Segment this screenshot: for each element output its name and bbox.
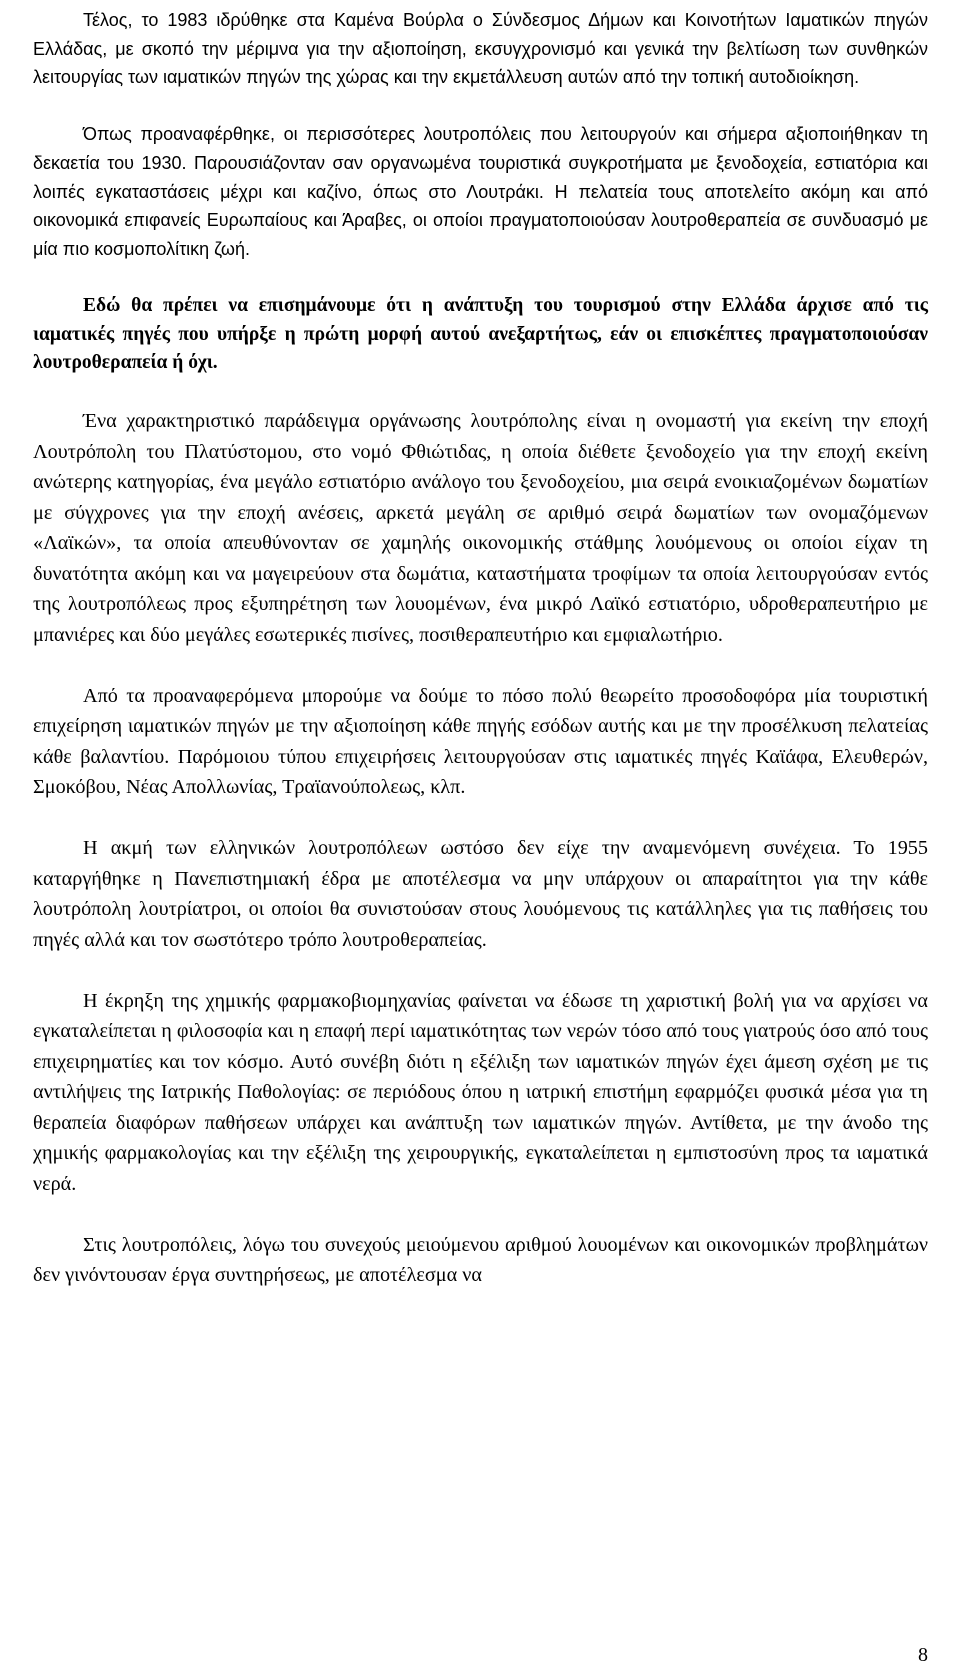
paragraph-7: Η έκρηξη της χημικής φαρμακοβιομηχανίας φαίνεται να έδωσε τη χαριστική βολή για να αρχίσει να εγκαταλείπεται η φιλοσοφία και η επαφή περί ιαματικότητας των νερών τόσο από τους γιατρούς όσο από τους επιχειρηματίες και τον κόσμο. Αυτό συνέβη διότι η εξέλιξη των ιαματικών πηγών έχει άμεση σχέση με τις αντιλήψεις της Ιατρικής Παθολογίας: σε περιόδους όπου η ιατρική επιστήμη εφαρμόζει φυσικά μέσα για τη θεραπεία διαφόρων παθήσεων υπάρχει και ανάπτυξη των ιαματικών πηγών. Αντίθετα, με την άνοδο της χημικής φαρμακολογίας και την εξέλιξη της χειρουργικής, εγκαταλείπεται η εμπιστοσύνη προς τα ιαματικά νερά. [33, 989, 928, 1195]
paragraph-1: Τέλος, το 1983 ιδρύθηκε στα Καμένα Βούρλα ο Σύνδεσμος Δήμων και Κοινοτήτων Ιαματικών πηγών Ελλάδας, με σκοπό την μέριμνα για την αξιοποίηση, εκσυγχρονισμό και γενικά την βελτίωση των συνθηκών λειτουργίας των ιαματικών πηγών της χώρας και την εκμετάλλευση αυτών από την τοπική αυτοδιοίκηση. [33, 10, 928, 88]
paragraph-5: Από τα προαναφερόμενα μπορούμε να δούμε το πόσο πολύ θεωρείτο προσοδοφόρα μία τουριστική επιχείρηση ιαματικών πηγών με την αξιοποίηση κάθε πηγής εσόδων αυτής και με την προσέλκυση πελατείας κάθε βαλαντίου. Παρόμοιου τύπου επιχειρήσεις λειτουργούσαν στις ιαματικές πηγές Καϊάφα, Ελευθερών, Σμοκόβου, Νέας Απολλωνίας, Τραϊανούπολεως, κλπ. [33, 684, 928, 799]
page-number: 8 [918, 1644, 928, 1666]
paragraph-3-emphasis: Εδώ θα πρέπει να επισημάνουμε ότι η ανάπτυξη του τουρισμού στην Ελλάδα άρχισε από τις ιαματικές πηγές που υπήρξε η πρώτη μορφή αυτού ανεξαρτήτως, εάν οι επισκέπτες πραγματοποιούσαν λουτροθεραπεία ή όχι. [33, 294, 928, 374]
document-page [33, 6, 928, 1291]
paragraph-4: Ένα χαρακτηριστικό παράδειγμα οργάνωσης λουτρόπολης είναι η ονομαστή για εκείνη την εποχή Λουτρόπολη του Πλατύστομου, στο νομό Φθιώτιδας, η οποία διέθετε ξενοδοχείο για την εποχή εκείνη ανώτερης κατηγορίας, ένα μεγάλο εστιατόριο ανάλογο του ξενοδοχείου, μια σειρά ενοικιαζομένων δωματίων με σύγχρονες για την εποχή ανέσεις, αρκετά μεγάλη σε αριθμό σειρά δωματίων των ονομαζόμενων «Λαϊκών», τα οποία απευθύνονταν σε χαμηλής οικονομικής στάθμης λουόμενους οι οποίοι είχαν τη δυνατότητα ακόμη και να μαγειρεύουν στα δωμάτια, καταστήματα τροφίμων τα οποία λειτουργούσαν εντός της λουτροπόλεως προς εξυπηρέτηση των λουομένων, ένα μικρό Λαϊκό εστιατόριο, υδροθεραπευτήριο με μπανιέρες και δύο μεγάλες εσωτερικές πισίνες, ποσιθεραπευτήριο και εμφιαλωτήριο. [33, 410, 928, 646]
paragraph-6: Η ακμή των ελληνικών λουτροπόλεων ωστόσο δεν είχε την αναμενόμενη συνέχεια. Το 1955 καταργήθηκε η Πανεπιστημιακή έδρα με αποτέλεσμα να μην υπάρχουν οι απαραίτητοι για την κάθε λουτρόπολη λουτρίατροι, οι οποίοι θα συνιστούσαν στους λουόμενους τις κατάλληλες για τις παθήσεις του πηγές αλλά και τον σωστότερο τρόπο λουτροθεραπείας. [33, 837, 928, 951]
paragraph-8: Στις λουτροπόλεις, λόγω του συνεχούς μειούμενου αριθμού λουομένων και οικονομικών προβλημάτων δεν γινόντουσαν έργα συντηρήσεως, με αποτέλεσμα να [33, 1233, 928, 1287]
paragraph-2: Όπως προαναφέρθηκε, οι περισσότερες λουτροπόλεις που λειτουργούν και σήμερα αξιοποιήθηκαν τη δεκαετία του 1930. Παρουσιάζονταν σαν οργανωμένα τουριστικά συγκροτήματα με ξενοδοχεία, εστιατόρια και λοιπές εγκαταστάσεις μέχρι και καζίνο, όπως στο Λουτράκι. Η πελατεία τους αποτελείτο ακόμη και από οικονομικά επιφανείς Ευρωπαίους και Άραβες, οι οποίοι πραγματοποιούσαν λουτροθεραπεία σε συνδυασμό με μία πιο κοσμοπολίτικη ζωή. [33, 124, 928, 259]
